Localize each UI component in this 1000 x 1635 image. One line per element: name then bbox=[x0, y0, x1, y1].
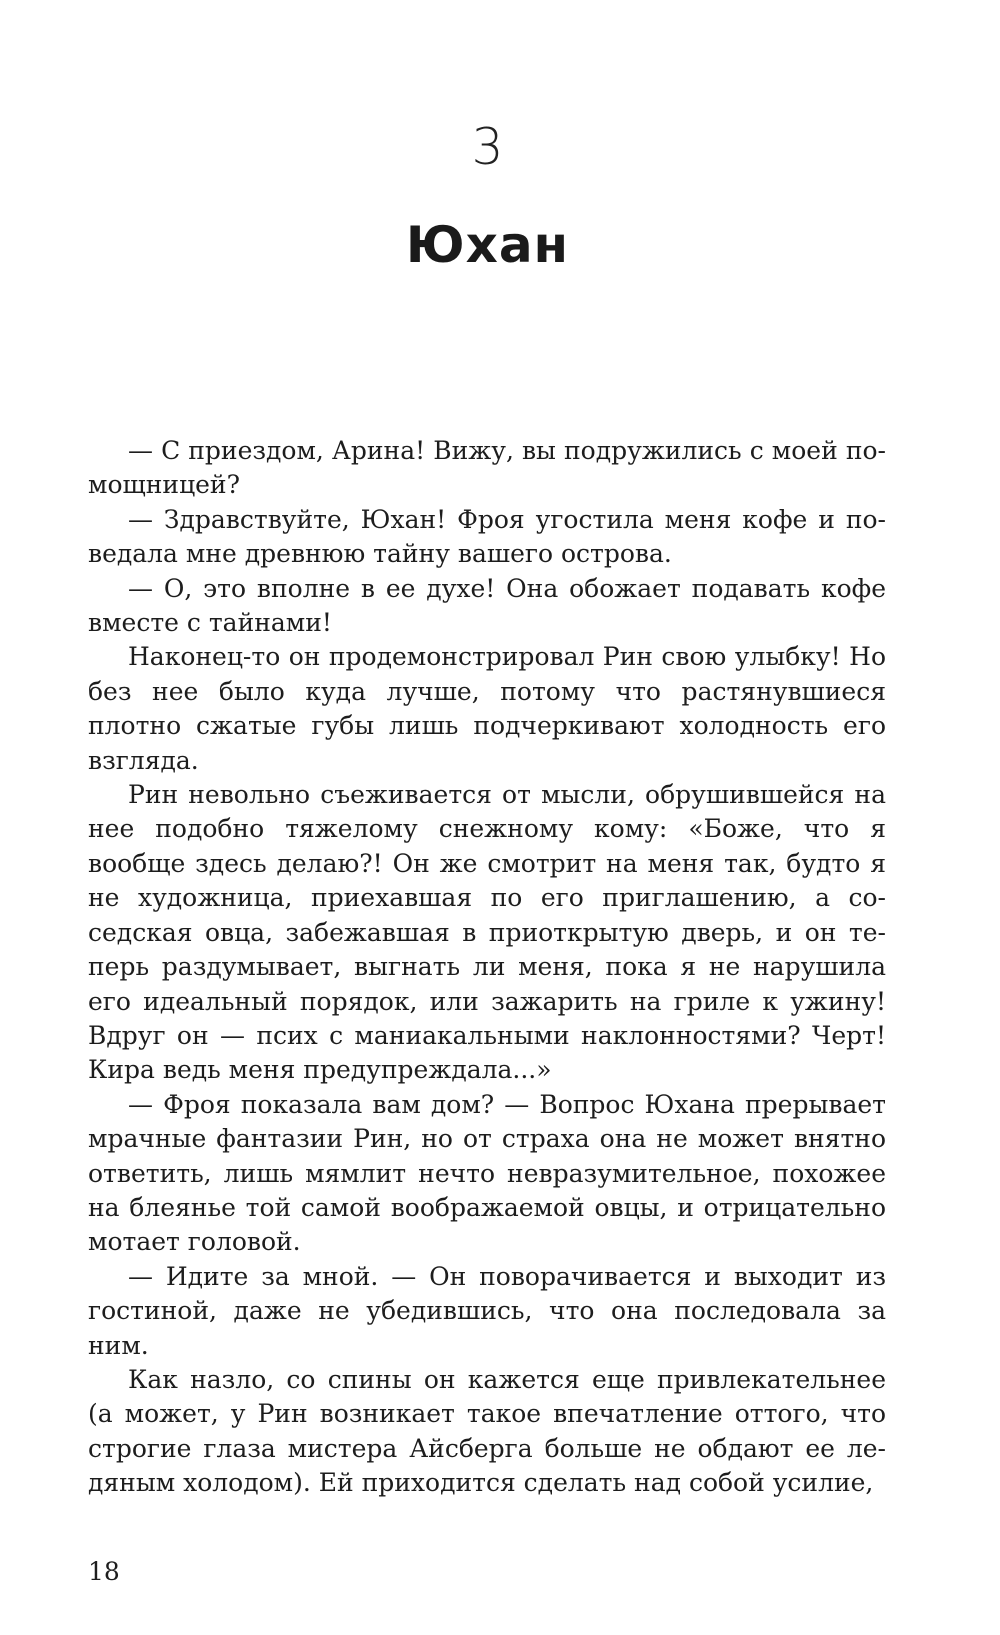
paragraph: — Идите за мной. — Он поворачивается и выходит из гостиной, даже не убедившись, что она последовала за ним. bbox=[88, 1261, 886, 1360]
page-number: 18 bbox=[88, 1557, 120, 1586]
paragraph: — Здравствуйте, Юхан! Фроя угостила меня кофе и поведала мне древнюю тайну вашего острова. bbox=[88, 504, 886, 569]
paragraph: Рин невольно съеживается от мысли, обрушившейся на нее подобно тяжелому снежному кому: «Боже, что я вообще здесь делаю?! Он же смотрит на меня так, будто я не художница, приехавшая по его приглашению, а соседская овца, забежавшая в приоткрытую дверь, и он теперь раздумывает, выгнать ли меня, пока я не нарушила его идеальный порядок, или зажарить на гриле к ужину! Вдруг он — псих с маниакальными наклонностями? Черт! Кира ведь меня предупреждала...» bbox=[88, 780, 886, 1085]
paragraph: — Фроя показала вам дом? — Вопрос Юхана прерывает мрачные фантазии Рин, но от страха она не может внятно ответить, лишь мямлит нечто невразумительное, похожее на блеянье той самой воображаемой овцы, и отрицательно мотает головой. bbox=[88, 1089, 886, 1257]
body-text bbox=[88, 434, 886, 1501]
paragraph: — О, это вполне в ее духе! Она обожает подавать кофе вместе с тайнами! bbox=[88, 573, 886, 638]
paragraph: Как назло, со спины он кажется еще привлекательнее (а может, у Рин возникает такое впечатление оттого, что строгие глаза мистера Айсберга больше не обдают ее ледяным холодом). Ей приходится сделать над собой усилие, bbox=[88, 1364, 886, 1498]
paragraph: Наконец-то он продемонстрировал Рин свою улыбку! Но без нее было куда лучше, потому что растянувшиеся плотно сжатые губы лишь подчеркивают холодность его взгляда. bbox=[88, 642, 886, 775]
chapter-title: Юхан bbox=[405, 216, 570, 274]
paragraph: — С приездом, Арина! Вижу, вы подружились с моей помощницей? bbox=[88, 436, 886, 500]
chapter-number: 3 bbox=[471, 118, 504, 176]
